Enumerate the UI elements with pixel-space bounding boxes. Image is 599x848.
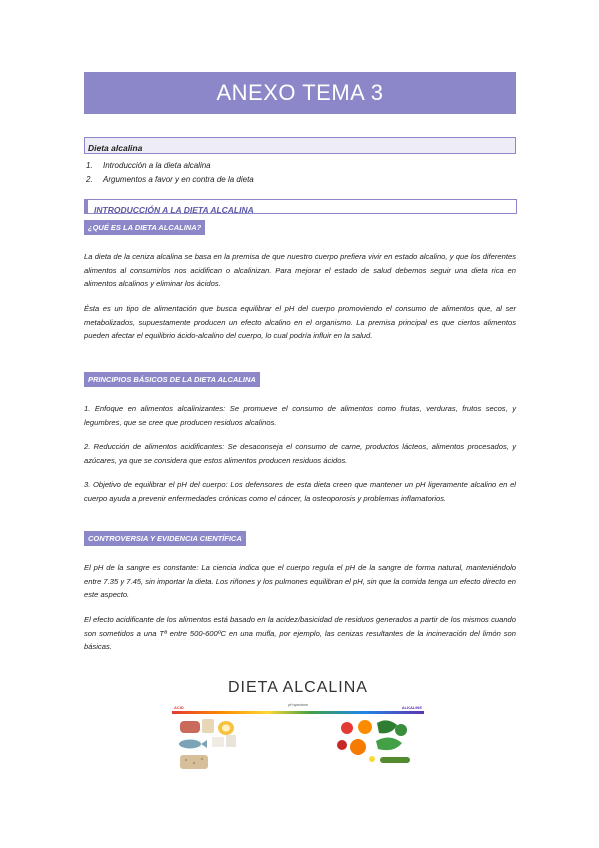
acidic-foods-icon	[179, 719, 236, 769]
intro-heading-text: INTRODUCCIÓN A LA DIETA ALCALINA	[94, 205, 254, 215]
principle-1: 1. Enfoque en alimentos alcalinizantes: Se promueve el consumo de alimentos como frutas, verduras, frutos secos, y legumbres, que se cree que producen residuos alcalinos.	[84, 404, 516, 427]
principle-3: 3. Objetivo de equilibrar el pH del cuerpo: Los defensores de esta dieta creen que mantener un pH ligeramente alcalino en el cuerpo ayuda a prevenir enfermedades crónicas como el cáncer, la osteoporosis y problemas inflamatorios.	[84, 480, 516, 503]
section-title: Dieta alcalina	[88, 143, 143, 153]
alkaline-foods-icon	[337, 720, 410, 763]
title-banner	[84, 72, 516, 114]
table-of-contents	[86, 159, 254, 187]
alkaline-label: ALKALINE	[401, 705, 422, 710]
page-title: ANEXO TEMA 3	[216, 80, 384, 105]
paragraph-3: El pH de la sangre es constante: La ciencia indica que el cuerpo regula el pH de la sangre de forma natural, manteniéndolo entre 7.35 y 7.45, sin importar la dieta. Los riñones y los pulmones equilibran el pH, sin que la comida tenga un efecto directo en este aspecto.	[84, 563, 516, 599]
paragraph-2: Ésta es un tipo de alimentación que busca equilibrar el pH del cuerpo promoviendo el consumo de alimentos que, al ser metabolizados, supuestamente producen un efecto alcalino en el organismo. La premisa principal es que ciertos alimentos pueden afectar el equilibrio ácido-alcalino del cuerpo, lo cual podría influir en la salud.	[84, 304, 516, 340]
toc-number: 2.	[86, 175, 93, 184]
acid-label: ACID	[174, 705, 184, 710]
toc-number: 1.	[86, 161, 93, 170]
toc-item	[86, 159, 254, 173]
label-que-es: ¿QUÉ ES LA DIETA ALCALINA?	[84, 220, 205, 235]
alkaline-diet-illustration	[172, 675, 424, 775]
toc-item	[86, 173, 254, 187]
spectrum-label: pH spectrum	[288, 703, 308, 707]
figure-title: DIETA ALCALINA	[228, 679, 368, 696]
illustration-svg	[172, 675, 424, 775]
paragraph-1: La dieta de la ceniza alcalina se basa en la premisa de que nuestro cuerpo prefiera vivir en estado alcalino, y que los diferentes alimentos al consumirlos nos acidifican o alcalinizan. Para mejorar el estado de salud debemos seguir una dieta rica en alimentos alcalinos y eliminar los ácidos.	[84, 252, 516, 288]
label-principios: PRINCIPIOS BÁSICOS DE LA DIETA ALCALINA	[84, 372, 260, 387]
section-header	[84, 137, 516, 154]
label-controversia: CONTROVERSIA Y EVIDENCIA CIENTÍFICA	[84, 531, 246, 546]
intro-heading	[84, 199, 517, 214]
ph-gradient-bar	[172, 711, 424, 714]
paragraph-4: El efecto acidificante de los alimentos está basado en la acidez/basicidad de residuos generados a partir de los mismos cuando son sometidos a una Tª entre 500-600ºC en una mufla, por ejemplo, las cenizas resultantes de la incineración del limón son básicas.	[84, 615, 516, 651]
toc-text: Argumentos a favor y en contra de la dieta	[103, 175, 254, 184]
toc-text: Introducción a la dieta alcalina	[103, 161, 211, 170]
principle-2: 2. Reducción de alimentos acidificantes: Se desaconseja el consumo de carne, productos lácteos, alimentos procesados, y azúcares, ya que se considera que estos alimentos producen residuos ácidos.	[84, 442, 516, 465]
